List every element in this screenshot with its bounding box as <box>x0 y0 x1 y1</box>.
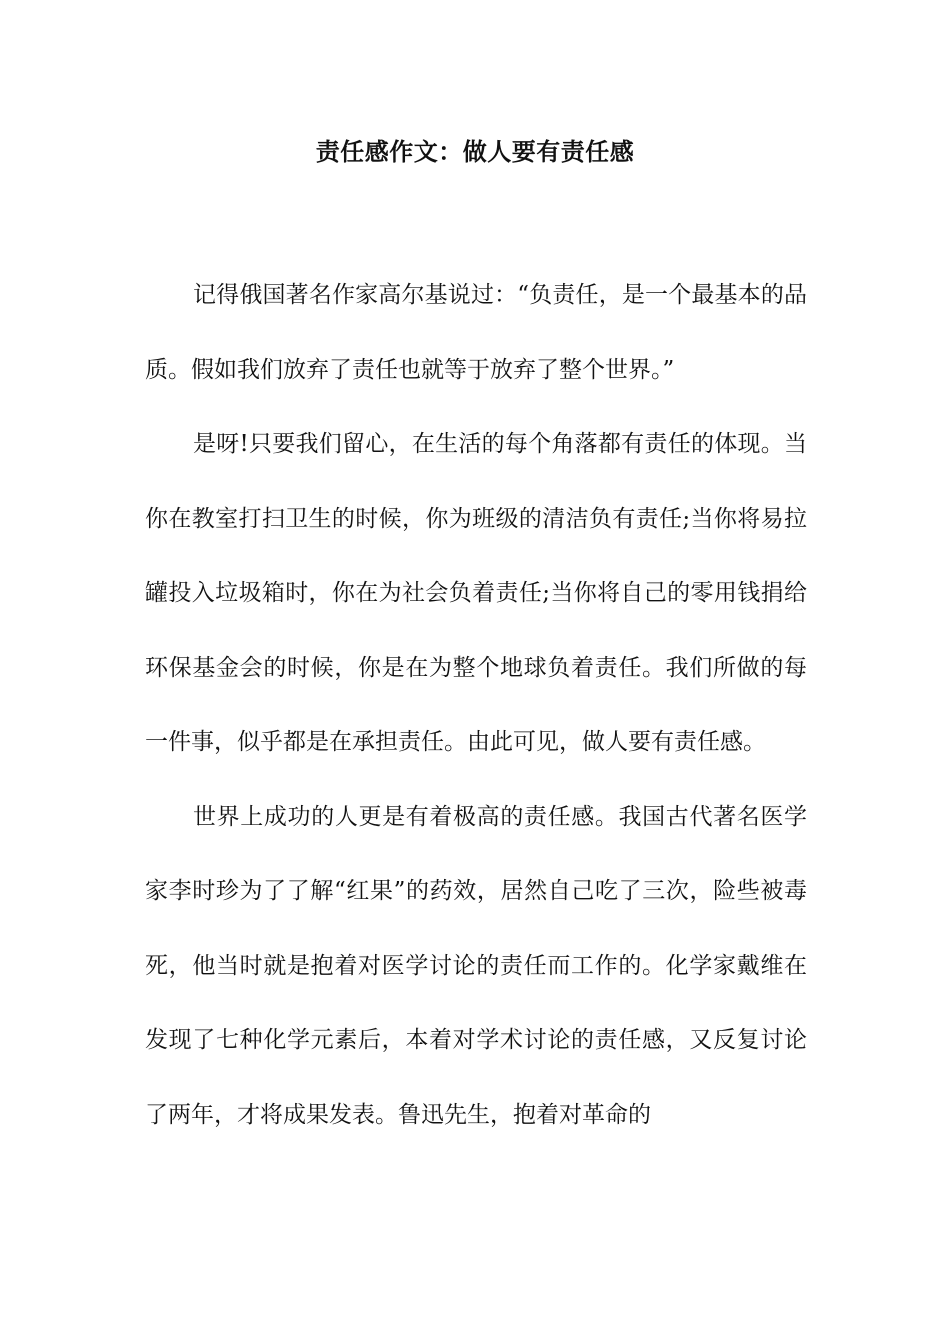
paragraph-2: 是呀!只要我们留心，在生活的每个角落都有责任的体现。当你在教室打扫卫生的时候，你为班级的清洁负有责任;当你将易拉罐投入垃圾箱时，你在为社会负着责任;当你将自己的零用钱捐给环保基金会的时候，你是在为整个地球负着责任。我们所做的每一件事，似乎都是在承担责任。由此可见，做人要有责任感。 <box>145 431 807 755</box>
document-body <box>145 258 807 1152</box>
paragraph-3: 世界上成功的人更是有着极高的责任感。我国古代著名医学家李时珍为了了解“红果”的药效，居然自己吃了三次，险些被毒死，他当时就是抱着对医学讨论的责任而工作的。化学家戴维在发现了七种化学元素后，本着对学术讨论的责任感，又反复讨论了两年，才将成果发表。鲁迅先生，抱着对革命的 <box>145 803 807 1128</box>
document-title: 责任感作文：做人要有责任感 <box>315 137 635 166</box>
paragraph-1: 记得俄国著名作家高尔基说过：“负责任，是一个最基本的品质。假如我们放弃了责任也就等于放弃了整个世界。” <box>145 282 807 383</box>
